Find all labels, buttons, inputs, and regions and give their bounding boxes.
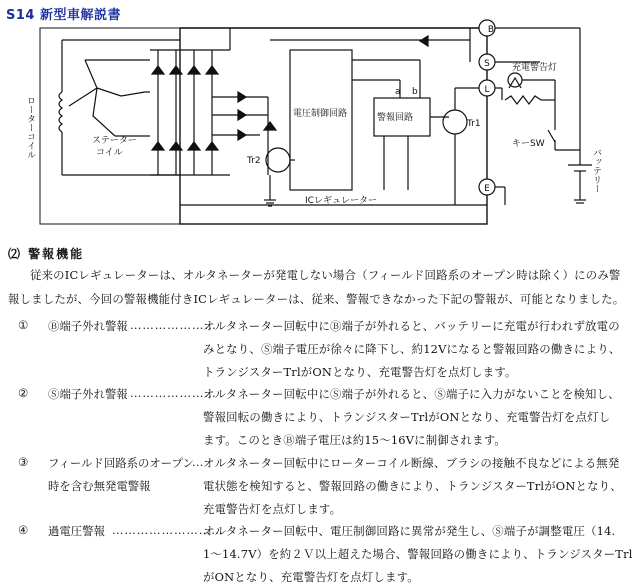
item-desc-line: 電状態を検知すると、警報回路の働きにより、トランジスターTrlがONとなり、 [203,479,622,493]
stator-coil-label-1: ステーター [92,136,137,146]
leader-dots: ………………… [130,386,217,400]
item-desc-line: トランジスターTrlがONとなり、充電警告灯を点灯します。 [203,365,517,379]
line-a-label: a [395,87,401,97]
terminal-e-label: E [484,184,490,194]
item-name: フィールド回路系のオープン [48,456,194,470]
item-number: ① [18,318,29,332]
item-desc-line: 1～14.7V）を約２Ｖ以上超えた場合、警報回路の働きにより、トランジスターTrl [203,547,633,561]
section-heading: ⑵ 警報機能 [8,247,85,261]
charge-lamp-label: 充電警告灯 [512,63,558,73]
ic-regulator-label: ICレギュレーター [305,196,377,206]
item-desc-line: 警報回転の働きにより、トランジスターTrlがONとなり、充電警告灯を点灯し [203,410,611,424]
document-title: S14 新型車解説書 [6,8,121,23]
item-desc-line: オルタネーター回転中にⒷ端子が外れると、バッテリーに充電が行われず放電の [203,319,620,333]
battery-label: バッテリー [591,148,601,193]
item-name-line-2: 時を含む無発電警報 [48,479,151,493]
terminal-l-label: L [484,85,490,95]
alternator-circuit-diagram [0,0,639,240]
item-desc-line: オルタネーター回転中にⓈ端子が外れると、Ⓢ端子に入力がないことを検知し、 [203,387,620,401]
item-desc-line: ます。このときⒷ端子電圧は約15～16Vに制御されます。 [203,433,506,447]
alarm-circuit-label: 警報回路 [377,113,414,123]
item-desc-line: オルタネーター回転中、電圧制御回路に異常が発生し、Ⓢ端子が調整電圧（14. [203,524,616,538]
item-name: Ⓑ端子外れ警報 [48,319,128,333]
intro-paragraph-line-2: 報しましたが、今回の警報機能付きICレギュレーターは、従来、警報できなかった下記の警報が、可能となりました。 [8,292,625,306]
key-sw-label: キーSW [512,139,545,149]
item-desc-line: みとなり、Ⓢ端子電圧が徐々に降下し、約12Vになると警報回路の働きにより、 [203,342,621,356]
rotor-coil-label: ローターコイル [25,96,35,159]
item-desc-line: オルタネーター回転中にローターコイル断線、ブラシの接触不良などによる無発 [203,456,620,470]
leader-dots: ………………… [130,318,217,332]
leader-dots: … [192,455,205,469]
terminal-s-label: S [484,59,490,69]
item-number: ② [18,386,29,400]
item-name: 過電圧警報 [48,524,105,538]
line-b-label: b [412,87,418,97]
tr1-label: Tr1 [467,119,481,129]
item-number: ③ [18,455,29,469]
terminal-b-label: B [487,25,495,35]
item-number: ④ [18,523,29,537]
item-name: Ⓢ端子外れ警報 [48,387,128,401]
item-desc-line: 充電警告灯を点灯します。 [203,502,342,516]
intro-paragraph-line-1: 従来のICレギュレーターは、オルタネーターが発電しない場合（フィールド回路系のオープン時は除く）にのみ警 [30,268,621,282]
voltage-control-label: 電圧制御回路 [293,109,348,119]
stator-coil-label-2: コイル [96,148,123,158]
leader-dots: ……………………… [112,523,224,537]
item-desc-line: がONとなり、充電警告灯を点灯します。 [203,570,419,584]
tr2-label: Tr2 [247,156,261,166]
